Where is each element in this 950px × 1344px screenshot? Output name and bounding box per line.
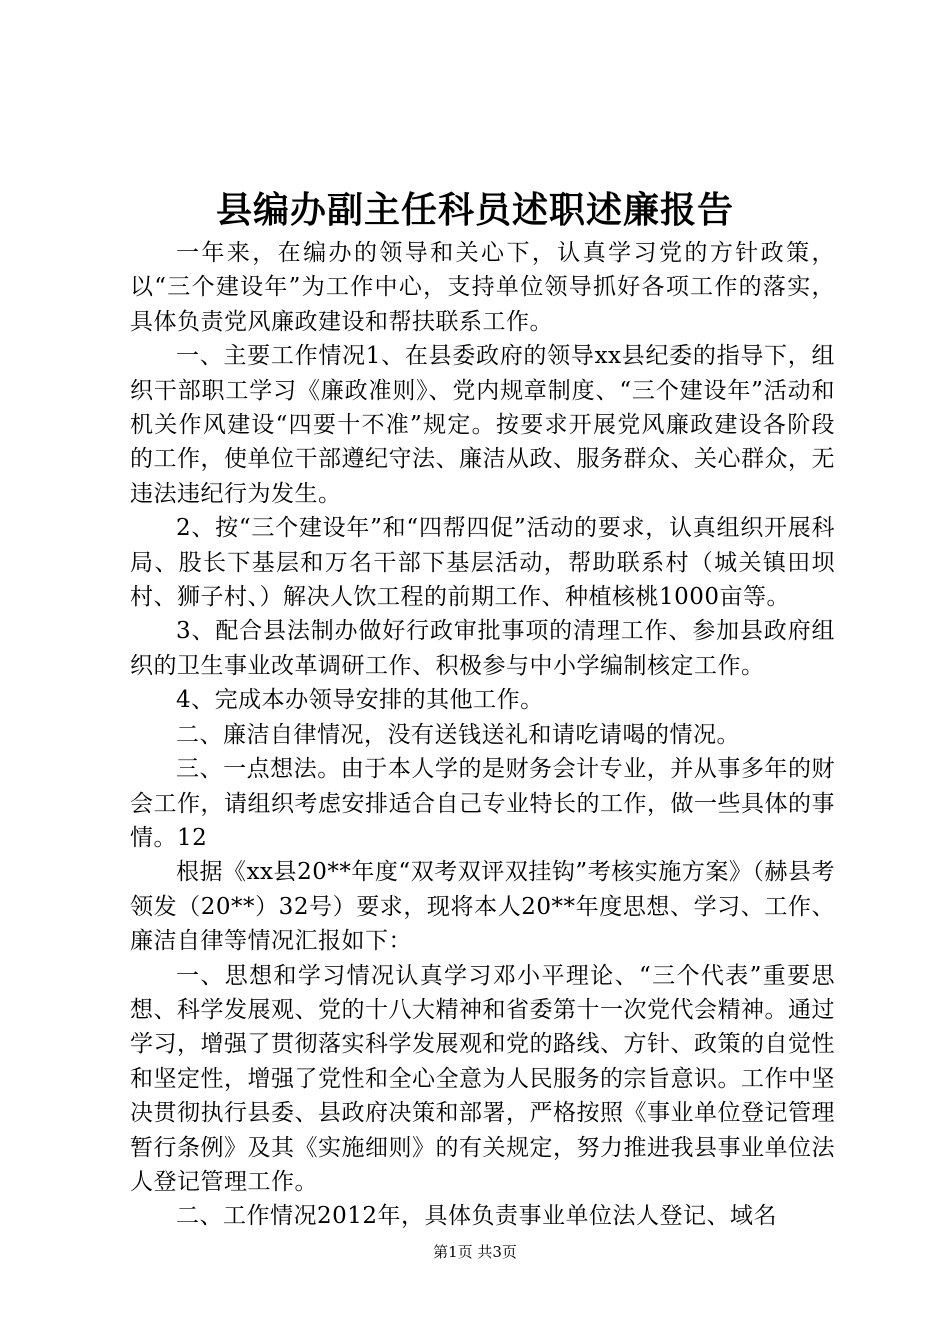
paragraph: 一年来，在编办的领导和关心下，认真学习党的方针政策，以“三个建设年”为工作中心，支持单位领导抓好各项工作的落实，具体负责党风廉政建设和帮扶联系工作。 bbox=[130, 240, 835, 335]
document-body bbox=[130, 236, 835, 1234]
paragraph: 一、思想和学习情况认真学习邓小平理论、“三个代表”重要思想、科学发展观、党的十八大精神和省委第十一次党代会精神。通过学习，增强了贯彻落实科学发展观和党的路线、方针、政策的自觉性和坚定性，增强了党性和全心全意为人民服务的宗旨意识。工作中坚决贯彻执行县委、县政府决策和部署，严格按照《事业单位登记管理暂行条例》及其《实施细则》的有关规定，努力推进我县事业单位法人登记管理工作。 bbox=[130, 962, 835, 1195]
page-number-footer: 第1页 共3页 bbox=[433, 1243, 517, 1261]
paragraph: 二、工作情况2012年，具体负责事业单位法人登记、域名 bbox=[176, 1203, 778, 1230]
paragraph: 根据《xx县20**年度“双考双评双挂钩”考核实施方案》（赫县考领发（20**）32号）要求，现将本人20**年度思想、学习、工作、廉洁自律等情况汇报如下： bbox=[130, 859, 835, 955]
paragraph: 2、按“三个建设年”和“四帮四促”活动的要求，认真组织开展科局、股长下基层和万名干部下基层活动，帮助联系村（城关镇田坝村、狮子村、）解决人饮工程的前期工作、种植核桃1000亩等。 bbox=[130, 515, 835, 611]
document-title: 县编办副主任科员述职述廉报告 bbox=[215, 189, 734, 231]
paragraph: 二、廉洁自律情况，没有送钱送礼和请吃请喝的情况。 bbox=[176, 721, 740, 748]
paragraph: 4、完成本办领导安排的其他工作。 bbox=[176, 687, 544, 714]
paragraph: 三、一点想法。由于本人学的是财务会计专业，并从事多年的财会工作，请组织考虑安排适合自己专业特长的工作，做一些具体的事情。12 bbox=[130, 756, 835, 851]
paragraph: 一、主要工作情况1、在县委政府的领导xx县纪委的指导下，组织干部职工学习《廉政准则》、党内规章制度、“三个建设年”活动和机关作风建设“四要十不准”规定。按要求开展党风廉政建设各阶段的工作，使单位干部遵纪守法、廉洁从政、服务群众、关心群众，无违法违纪行为发生。 bbox=[130, 343, 835, 507]
paragraph: 3、配合县法制办做好行政审批事项的清理工作、参加县政府组织的卫生事业改革调研工作、积极参与中小学编制核定工作。 bbox=[130, 618, 835, 679]
